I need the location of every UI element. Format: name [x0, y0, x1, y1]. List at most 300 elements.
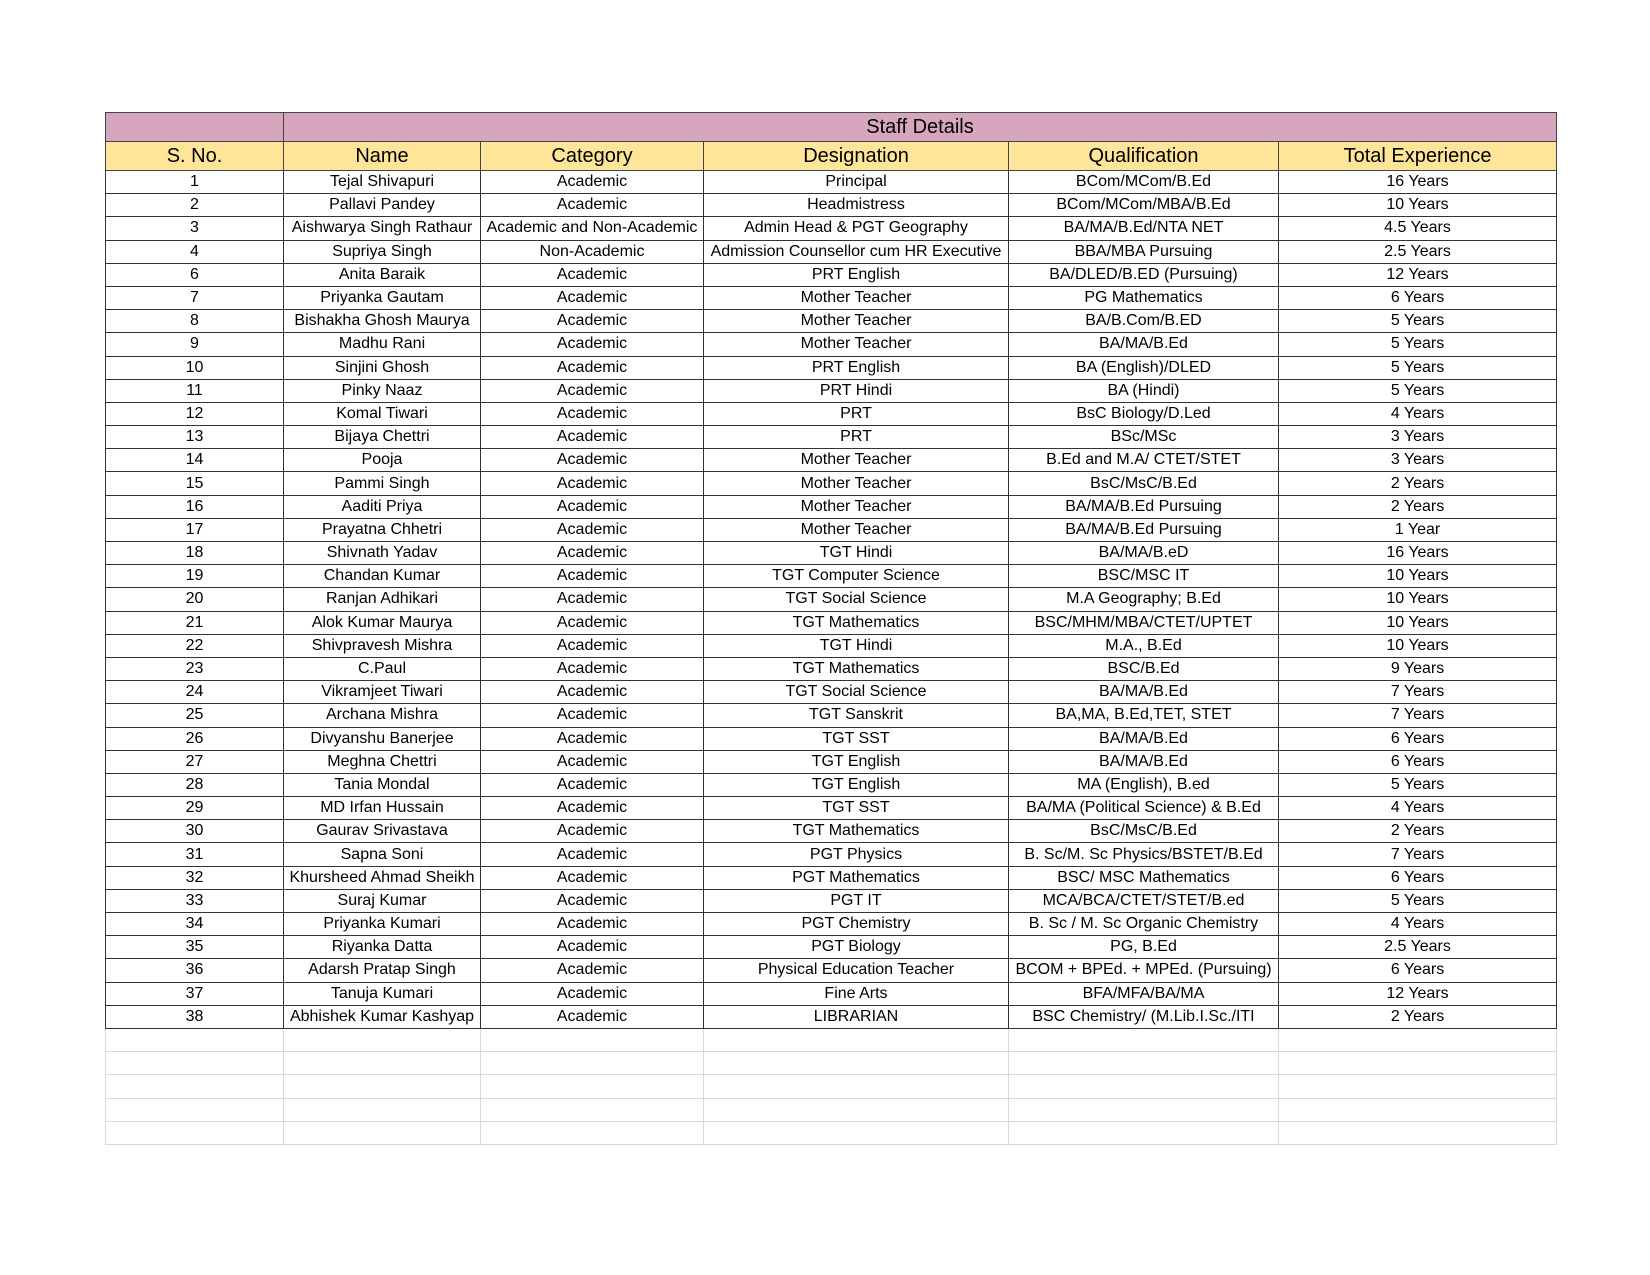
- table-row: [106, 1005, 1557, 1028]
- staff-details-table: [105, 112, 1557, 1145]
- category-cell[interactable]: Academic: [481, 194, 704, 217]
- qualification-cell[interactable]: BA,MA, B.Ed,TET, STET: [1009, 704, 1279, 727]
- table-row: [106, 727, 1557, 750]
- experience-cell[interactable]: 5 Years: [1279, 379, 1557, 402]
- designation-cell[interactable]: PGT Biology: [704, 936, 1009, 959]
- empty-cell[interactable]: [284, 1075, 481, 1098]
- empty-cell[interactable]: [704, 1098, 1009, 1121]
- sno-cell[interactable]: 38: [106, 1005, 284, 1028]
- designation-cell[interactable]: Mother Teacher: [704, 333, 1009, 356]
- name-cell[interactable]: Pallavi Pandey: [284, 194, 481, 217]
- experience-cell[interactable]: 5 Years: [1279, 356, 1557, 379]
- name-cell[interactable]: Anita Baraik: [284, 263, 481, 286]
- column-header-designation[interactable]: Designation: [704, 142, 1009, 171]
- qualification-cell[interactable]: BA/MA/B.Ed Pursuing: [1009, 518, 1279, 541]
- qualification-cell[interactable]: BFA/MFA/BA/MA: [1009, 982, 1279, 1005]
- name-cell[interactable]: Bishakha Ghosh Maurya: [284, 310, 481, 333]
- designation-cell[interactable]: Admission Counsellor cum HR Executive: [704, 240, 1009, 263]
- experience-cell[interactable]: 6 Years: [1279, 286, 1557, 309]
- category-cell[interactable]: Academic: [481, 542, 704, 565]
- designation-cell[interactable]: PGT Chemistry: [704, 913, 1009, 936]
- designation-cell[interactable]: TGT Social Science: [704, 681, 1009, 704]
- table-row: [106, 820, 1557, 843]
- name-cell[interactable]: MD Irfan Hussain: [284, 797, 481, 820]
- name-cell[interactable]: Tanuja Kumari: [284, 982, 481, 1005]
- experience-cell[interactable]: 4 Years: [1279, 402, 1557, 425]
- name-cell[interactable]: Suraj Kumar: [284, 889, 481, 912]
- name-cell[interactable]: Aaditi Priya: [284, 495, 481, 518]
- empty-cell[interactable]: [1009, 1028, 1279, 1051]
- name-cell[interactable]: Abhishek Kumar Kashyap: [284, 1005, 481, 1028]
- table-row: [106, 194, 1557, 217]
- empty-cell[interactable]: [481, 1052, 704, 1075]
- empty-cell[interactable]: [704, 1028, 1009, 1051]
- experience-cell[interactable]: 2.5 Years: [1279, 240, 1557, 263]
- name-cell[interactable]: Priyanka Kumari: [284, 913, 481, 936]
- category-cell[interactable]: Academic: [481, 982, 704, 1005]
- category-cell[interactable]: Academic: [481, 356, 704, 379]
- category-cell[interactable]: Academic: [481, 681, 704, 704]
- sno-cell[interactable]: 13: [106, 426, 284, 449]
- qualification-cell[interactable]: B.Ed and M.A/ CTET/STET: [1009, 449, 1279, 472]
- name-cell[interactable]: Vikramjeet Tiwari: [284, 681, 481, 704]
- qualification-cell[interactable]: PG, B.Ed: [1009, 936, 1279, 959]
- category-cell[interactable]: Academic: [481, 611, 704, 634]
- empty-row: [106, 1098, 1557, 1121]
- experience-cell[interactable]: 2 Years: [1279, 820, 1557, 843]
- experience-cell[interactable]: 4 Years: [1279, 913, 1557, 936]
- sno-cell[interactable]: 19: [106, 565, 284, 588]
- designation-cell[interactable]: TGT Hindi: [704, 542, 1009, 565]
- category-cell[interactable]: Academic: [481, 797, 704, 820]
- designation-cell[interactable]: TGT Mathematics: [704, 820, 1009, 843]
- sno-cell[interactable]: 22: [106, 634, 284, 657]
- designation-cell[interactable]: Mother Teacher: [704, 495, 1009, 518]
- name-cell[interactable]: Tania Mondal: [284, 773, 481, 796]
- category-cell[interactable]: Academic: [481, 449, 704, 472]
- category-cell[interactable]: Academic: [481, 889, 704, 912]
- qualification-cell[interactable]: BA/DLED/B.ED (Pursuing): [1009, 263, 1279, 286]
- table-row: [106, 356, 1557, 379]
- name-cell[interactable]: Supriya Singh: [284, 240, 481, 263]
- experience-cell[interactable]: 12 Years: [1279, 263, 1557, 286]
- sno-cell[interactable]: 31: [106, 843, 284, 866]
- category-cell[interactable]: Academic: [481, 379, 704, 402]
- experience-cell[interactable]: 6 Years: [1279, 959, 1557, 982]
- qualification-cell[interactable]: BA/MA/B.Ed: [1009, 333, 1279, 356]
- category-cell[interactable]: Academic: [481, 750, 704, 773]
- name-cell[interactable]: Khursheed Ahmad Sheikh: [284, 866, 481, 889]
- category-cell[interactable]: Academic: [481, 936, 704, 959]
- qualification-cell[interactable]: BSC Chemistry/ (M.Lib.I.Sc./ITI: [1009, 1005, 1279, 1028]
- qualification-cell[interactable]: MA (English), B.ed: [1009, 773, 1279, 796]
- sno-cell[interactable]: 34: [106, 913, 284, 936]
- name-cell[interactable]: Madhu Rani: [284, 333, 481, 356]
- sno-cell[interactable]: 2: [106, 194, 284, 217]
- category-cell[interactable]: Academic: [481, 310, 704, 333]
- sno-cell[interactable]: 11: [106, 379, 284, 402]
- sno-cell[interactable]: 20: [106, 588, 284, 611]
- empty-cell[interactable]: [106, 1028, 284, 1051]
- qualification-cell[interactable]: BCom/MCom/B.Ed: [1009, 171, 1279, 194]
- qualification-cell[interactable]: MCA/BCA/CTET/STET/B.ed: [1009, 889, 1279, 912]
- designation-cell[interactable]: PGT IT: [704, 889, 1009, 912]
- table-row: [106, 750, 1557, 773]
- name-cell[interactable]: Sapna Soni: [284, 843, 481, 866]
- empty-row: [106, 1052, 1557, 1075]
- designation-cell[interactable]: TGT Mathematics: [704, 657, 1009, 680]
- empty-cell[interactable]: [704, 1121, 1009, 1144]
- designation-cell[interactable]: Admin Head & PGT Geography: [704, 217, 1009, 240]
- name-cell[interactable]: Aishwarya Singh Rathaur: [284, 217, 481, 240]
- designation-cell[interactable]: Mother Teacher: [704, 518, 1009, 541]
- empty-cell[interactable]: [481, 1028, 704, 1051]
- column-header-category[interactable]: Category: [481, 142, 704, 171]
- qualification-cell[interactable]: M.A., B.Ed: [1009, 634, 1279, 657]
- table-row: [106, 773, 1557, 796]
- experience-cell[interactable]: 12 Years: [1279, 982, 1557, 1005]
- sno-cell[interactable]: 21: [106, 611, 284, 634]
- category-cell[interactable]: Academic: [481, 820, 704, 843]
- table-row: [106, 263, 1557, 286]
- table-row: [106, 449, 1557, 472]
- empty-rows: [106, 1028, 1557, 1144]
- empty-cell[interactable]: [106, 1098, 284, 1121]
- qualification-cell[interactable]: BsC Biology/D.Led: [1009, 402, 1279, 425]
- category-cell[interactable]: Academic: [481, 588, 704, 611]
- designation-cell[interactable]: Fine Arts: [704, 982, 1009, 1005]
- name-cell[interactable]: C.Paul: [284, 657, 481, 680]
- empty-cell[interactable]: [1279, 1028, 1557, 1051]
- category-cell[interactable]: Academic: [481, 657, 704, 680]
- table-row: [106, 217, 1557, 240]
- designation-cell[interactable]: Principal: [704, 171, 1009, 194]
- qualification-cell[interactable]: BA/MA/B.Ed: [1009, 727, 1279, 750]
- column-header-sno[interactable]: S. No.: [106, 142, 284, 171]
- table-row: [106, 797, 1557, 820]
- name-cell[interactable]: Meghna Chettri: [284, 750, 481, 773]
- experience-cell[interactable]: 4 Years: [1279, 797, 1557, 820]
- table-row: [106, 379, 1557, 402]
- designation-cell[interactable]: TGT English: [704, 773, 1009, 796]
- sno-cell[interactable]: 32: [106, 866, 284, 889]
- empty-cell[interactable]: [106, 1052, 284, 1075]
- qualification-cell[interactable]: BA/B.Com/B.ED: [1009, 310, 1279, 333]
- qualification-cell[interactable]: BsC/MsC/B.Ed: [1009, 472, 1279, 495]
- designation-cell[interactable]: Mother Teacher: [704, 472, 1009, 495]
- table-row: [106, 542, 1557, 565]
- qualification-cell[interactable]: BA/MA (Political Science) & B.Ed: [1009, 797, 1279, 820]
- experience-cell[interactable]: 7 Years: [1279, 681, 1557, 704]
- category-cell[interactable]: Academic: [481, 959, 704, 982]
- sno-cell[interactable]: 33: [106, 889, 284, 912]
- qualification-cell[interactable]: BA/MA/B.eD: [1009, 542, 1279, 565]
- name-cell[interactable]: Komal Tiwari: [284, 402, 481, 425]
- empty-cell[interactable]: [704, 1075, 1009, 1098]
- name-cell[interactable]: Shivpravesh Mishra: [284, 634, 481, 657]
- sno-cell[interactable]: 9: [106, 333, 284, 356]
- table-row: [106, 959, 1557, 982]
- sno-cell[interactable]: 26: [106, 727, 284, 750]
- category-cell[interactable]: Academic: [481, 518, 704, 541]
- sno-cell[interactable]: 35: [106, 936, 284, 959]
- empty-cell[interactable]: [481, 1121, 704, 1144]
- sno-cell[interactable]: 14: [106, 449, 284, 472]
- category-cell[interactable]: Academic: [481, 704, 704, 727]
- table-row: [106, 634, 1557, 657]
- category-cell[interactable]: Academic: [481, 171, 704, 194]
- empty-cell[interactable]: [1279, 1098, 1557, 1121]
- table-row: [106, 843, 1557, 866]
- qualification-cell[interactable]: BSC/ MSC Mathematics: [1009, 866, 1279, 889]
- designation-cell[interactable]: TGT Mathematics: [704, 611, 1009, 634]
- sno-cell[interactable]: 12: [106, 402, 284, 425]
- sno-cell[interactable]: 37: [106, 982, 284, 1005]
- designation-cell[interactable]: TGT SST: [704, 797, 1009, 820]
- empty-cell[interactable]: [1279, 1075, 1557, 1098]
- category-cell[interactable]: Academic: [481, 495, 704, 518]
- table-row: [106, 240, 1557, 263]
- name-cell[interactable]: Shivnath Yadav: [284, 542, 481, 565]
- empty-cell[interactable]: [1279, 1121, 1557, 1144]
- qualification-cell[interactable]: BA (Hindi): [1009, 379, 1279, 402]
- empty-cell[interactable]: [284, 1098, 481, 1121]
- table-row: [106, 588, 1557, 611]
- table-row: [106, 866, 1557, 889]
- experience-cell[interactable]: 2 Years: [1279, 495, 1557, 518]
- sno-cell[interactable]: 10: [106, 356, 284, 379]
- designation-cell[interactable]: PRT Hindi: [704, 379, 1009, 402]
- category-cell[interactable]: Academic: [481, 333, 704, 356]
- experience-cell[interactable]: 5 Years: [1279, 773, 1557, 796]
- designation-cell[interactable]: Physical Education Teacher: [704, 959, 1009, 982]
- name-cell[interactable]: Sinjini Ghosh: [284, 356, 481, 379]
- category-cell[interactable]: Academic: [481, 866, 704, 889]
- designation-cell[interactable]: TGT Social Science: [704, 588, 1009, 611]
- category-cell[interactable]: Academic: [481, 402, 704, 425]
- sno-cell[interactable]: 3: [106, 217, 284, 240]
- sno-cell[interactable]: 27: [106, 750, 284, 773]
- table-row: [106, 426, 1557, 449]
- column-header-qualification[interactable]: Qualification: [1009, 142, 1279, 171]
- name-cell[interactable]: Divyanshu Banerjee: [284, 727, 481, 750]
- table-row: [106, 913, 1557, 936]
- sno-cell[interactable]: 18: [106, 542, 284, 565]
- name-cell[interactable]: Ranjan Adhikari: [284, 588, 481, 611]
- sno-cell[interactable]: 17: [106, 518, 284, 541]
- empty-cell[interactable]: [1009, 1098, 1279, 1121]
- empty-cell[interactable]: [481, 1098, 704, 1121]
- sno-cell[interactable]: 15: [106, 472, 284, 495]
- qualification-cell[interactable]: BSC/MSC IT: [1009, 565, 1279, 588]
- designation-cell[interactable]: PGT Physics: [704, 843, 1009, 866]
- qualification-cell[interactable]: BA (English)/DLED: [1009, 356, 1279, 379]
- table-row: [106, 472, 1557, 495]
- experience-cell[interactable]: 10 Years: [1279, 194, 1557, 217]
- empty-cell[interactable]: [284, 1052, 481, 1075]
- designation-cell[interactable]: PRT English: [704, 356, 1009, 379]
- qualification-cell[interactable]: BA/MA/B.Ed: [1009, 750, 1279, 773]
- empty-cell[interactable]: [1009, 1121, 1279, 1144]
- experience-cell[interactable]: 5 Years: [1279, 310, 1557, 333]
- experience-cell[interactable]: 16 Years: [1279, 171, 1557, 194]
- table-row: [106, 657, 1557, 680]
- table-row: [106, 310, 1557, 333]
- empty-cell[interactable]: [1279, 1052, 1557, 1075]
- table-row: [106, 611, 1557, 634]
- experience-cell[interactable]: 6 Years: [1279, 727, 1557, 750]
- category-cell[interactable]: Academic: [481, 843, 704, 866]
- designation-cell[interactable]: TGT Sanskrit: [704, 704, 1009, 727]
- empty-cell[interactable]: [704, 1052, 1009, 1075]
- name-cell[interactable]: Pooja: [284, 449, 481, 472]
- table-row: [106, 565, 1557, 588]
- name-cell[interactable]: Riyanka Datta: [284, 936, 481, 959]
- empty-row: [106, 1075, 1557, 1098]
- table-row: [106, 704, 1557, 727]
- sno-cell[interactable]: 24: [106, 681, 284, 704]
- sno-cell[interactable]: 29: [106, 797, 284, 820]
- table-row: [106, 889, 1557, 912]
- sno-cell[interactable]: 25: [106, 704, 284, 727]
- category-cell[interactable]: Academic: [481, 634, 704, 657]
- sno-cell[interactable]: 36: [106, 959, 284, 982]
- qualification-cell[interactable]: M.A Geography; B.Ed: [1009, 588, 1279, 611]
- sno-cell[interactable]: 16: [106, 495, 284, 518]
- designation-cell[interactable]: Headmistress: [704, 194, 1009, 217]
- category-cell[interactable]: Academic and Non-Academic: [481, 217, 704, 240]
- category-cell[interactable]: Academic: [481, 727, 704, 750]
- empty-cell[interactable]: [106, 1121, 284, 1144]
- title-blank-cell[interactable]: [106, 113, 284, 142]
- empty-cell[interactable]: [1009, 1075, 1279, 1098]
- title-row: [106, 113, 1557, 142]
- qualification-cell[interactable]: PG Mathematics: [1009, 286, 1279, 309]
- name-cell[interactable]: Adarsh Pratap Singh: [284, 959, 481, 982]
- qualification-cell[interactable]: BCOM + BPEd. + MPEd. (Pursuing): [1009, 959, 1279, 982]
- sno-cell[interactable]: 1: [106, 171, 284, 194]
- qualification-cell[interactable]: BA/MA/B.Ed/NTA NET: [1009, 217, 1279, 240]
- qualification-cell[interactable]: BCom/MCom/MBA/B.Ed: [1009, 194, 1279, 217]
- qualification-cell[interactable]: BSC/MHM/MBA/CTET/UPTET: [1009, 611, 1279, 634]
- column-header-name[interactable]: Name: [284, 142, 481, 171]
- qualification-cell[interactable]: BsC/MsC/B.Ed: [1009, 820, 1279, 843]
- designation-cell[interactable]: PRT: [704, 402, 1009, 425]
- sno-cell[interactable]: 7: [106, 286, 284, 309]
- sno-cell[interactable]: 28: [106, 773, 284, 796]
- category-cell[interactable]: Academic: [481, 472, 704, 495]
- empty-row: [106, 1028, 1557, 1051]
- designation-cell[interactable]: Mother Teacher: [704, 310, 1009, 333]
- empty-cell[interactable]: [1009, 1052, 1279, 1075]
- designation-cell[interactable]: TGT English: [704, 750, 1009, 773]
- name-cell[interactable]: Priyanka Gautam: [284, 286, 481, 309]
- header-row: [106, 142, 1557, 171]
- name-cell[interactable]: Tejal Shivapuri: [284, 171, 481, 194]
- designation-cell[interactable]: LIBRARIAN: [704, 1005, 1009, 1028]
- table-row: [106, 495, 1557, 518]
- experience-cell[interactable]: 10 Years: [1279, 588, 1557, 611]
- empty-cell[interactable]: [481, 1075, 704, 1098]
- qualification-cell[interactable]: B. Sc/M. Sc Physics/BSTET/B.Ed: [1009, 843, 1279, 866]
- sheet-title[interactable]: Staff Details: [284, 113, 1557, 142]
- experience-cell[interactable]: 10 Years: [1279, 611, 1557, 634]
- empty-cell[interactable]: [284, 1121, 481, 1144]
- sno-cell[interactable]: 6: [106, 263, 284, 286]
- experience-cell[interactable]: 7 Years: [1279, 704, 1557, 727]
- experience-cell[interactable]: 10 Years: [1279, 634, 1557, 657]
- designation-cell[interactable]: PRT: [704, 426, 1009, 449]
- designation-cell[interactable]: PGT Mathematics: [704, 866, 1009, 889]
- category-cell[interactable]: Academic: [481, 426, 704, 449]
- experience-cell[interactable]: 6 Years: [1279, 866, 1557, 889]
- experience-cell[interactable]: 3 Years: [1279, 426, 1557, 449]
- experience-cell[interactable]: 2 Years: [1279, 1005, 1557, 1028]
- category-cell[interactable]: Academic: [481, 263, 704, 286]
- table-row: [106, 402, 1557, 425]
- designation-cell[interactable]: Mother Teacher: [704, 449, 1009, 472]
- experience-cell[interactable]: 9 Years: [1279, 657, 1557, 680]
- name-cell[interactable]: Archana Mishra: [284, 704, 481, 727]
- name-cell[interactable]: Pinky Naaz: [284, 379, 481, 402]
- designation-cell[interactable]: PRT English: [704, 263, 1009, 286]
- experience-cell[interactable]: 5 Years: [1279, 333, 1557, 356]
- qualification-cell[interactable]: BA/MA/B.Ed: [1009, 681, 1279, 704]
- qualification-cell[interactable]: BSc/MSc: [1009, 426, 1279, 449]
- table-row: [106, 286, 1557, 309]
- experience-cell[interactable]: 10 Years: [1279, 565, 1557, 588]
- name-cell[interactable]: Pammi Singh: [284, 472, 481, 495]
- designation-cell[interactable]: Mother Teacher: [704, 286, 1009, 309]
- experience-cell[interactable]: 7 Years: [1279, 843, 1557, 866]
- experience-cell[interactable]: 3 Years: [1279, 449, 1557, 472]
- qualification-cell[interactable]: BBA/MBA Pursuing: [1009, 240, 1279, 263]
- category-cell[interactable]: Academic: [481, 286, 704, 309]
- name-cell[interactable]: Gaurav Srivastava: [284, 820, 481, 843]
- designation-cell[interactable]: TGT Hindi: [704, 634, 1009, 657]
- designation-cell[interactable]: TGT Computer Science: [704, 565, 1009, 588]
- qualification-cell[interactable]: B. Sc / M. Sc Organic Chemistry: [1009, 913, 1279, 936]
- designation-cell[interactable]: TGT SST: [704, 727, 1009, 750]
- category-cell[interactable]: Academic: [481, 565, 704, 588]
- experience-cell[interactable]: 4.5 Years: [1279, 217, 1557, 240]
- experience-cell[interactable]: 2.5 Years: [1279, 936, 1557, 959]
- qualification-cell[interactable]: BA/MA/B.Ed Pursuing: [1009, 495, 1279, 518]
- experience-cell[interactable]: 1 Year: [1279, 518, 1557, 541]
- category-cell[interactable]: Academic: [481, 773, 704, 796]
- empty-cell[interactable]: [284, 1028, 481, 1051]
- name-cell[interactable]: Chandan Kumar: [284, 565, 481, 588]
- sno-cell[interactable]: 4: [106, 240, 284, 263]
- qualification-cell[interactable]: BSC/B.Ed: [1009, 657, 1279, 680]
- sno-cell[interactable]: 30: [106, 820, 284, 843]
- category-cell[interactable]: Non-Academic: [481, 240, 704, 263]
- table-row: [106, 681, 1557, 704]
- category-cell[interactable]: Academic: [481, 1005, 704, 1028]
- name-cell[interactable]: Bijaya Chettri: [284, 426, 481, 449]
- experience-cell[interactable]: 6 Years: [1279, 750, 1557, 773]
- column-header-experience[interactable]: Total Experience: [1279, 142, 1557, 171]
- experience-cell[interactable]: 16 Years: [1279, 542, 1557, 565]
- empty-cell[interactable]: [106, 1075, 284, 1098]
- experience-cell[interactable]: 2 Years: [1279, 472, 1557, 495]
- sno-cell[interactable]: 8: [106, 310, 284, 333]
- name-cell[interactable]: Prayatna Chhetri: [284, 518, 481, 541]
- name-cell[interactable]: Alok Kumar Maurya: [284, 611, 481, 634]
- experience-cell[interactable]: 5 Years: [1279, 889, 1557, 912]
- sno-cell[interactable]: 23: [106, 657, 284, 680]
- category-cell[interactable]: Academic: [481, 913, 704, 936]
